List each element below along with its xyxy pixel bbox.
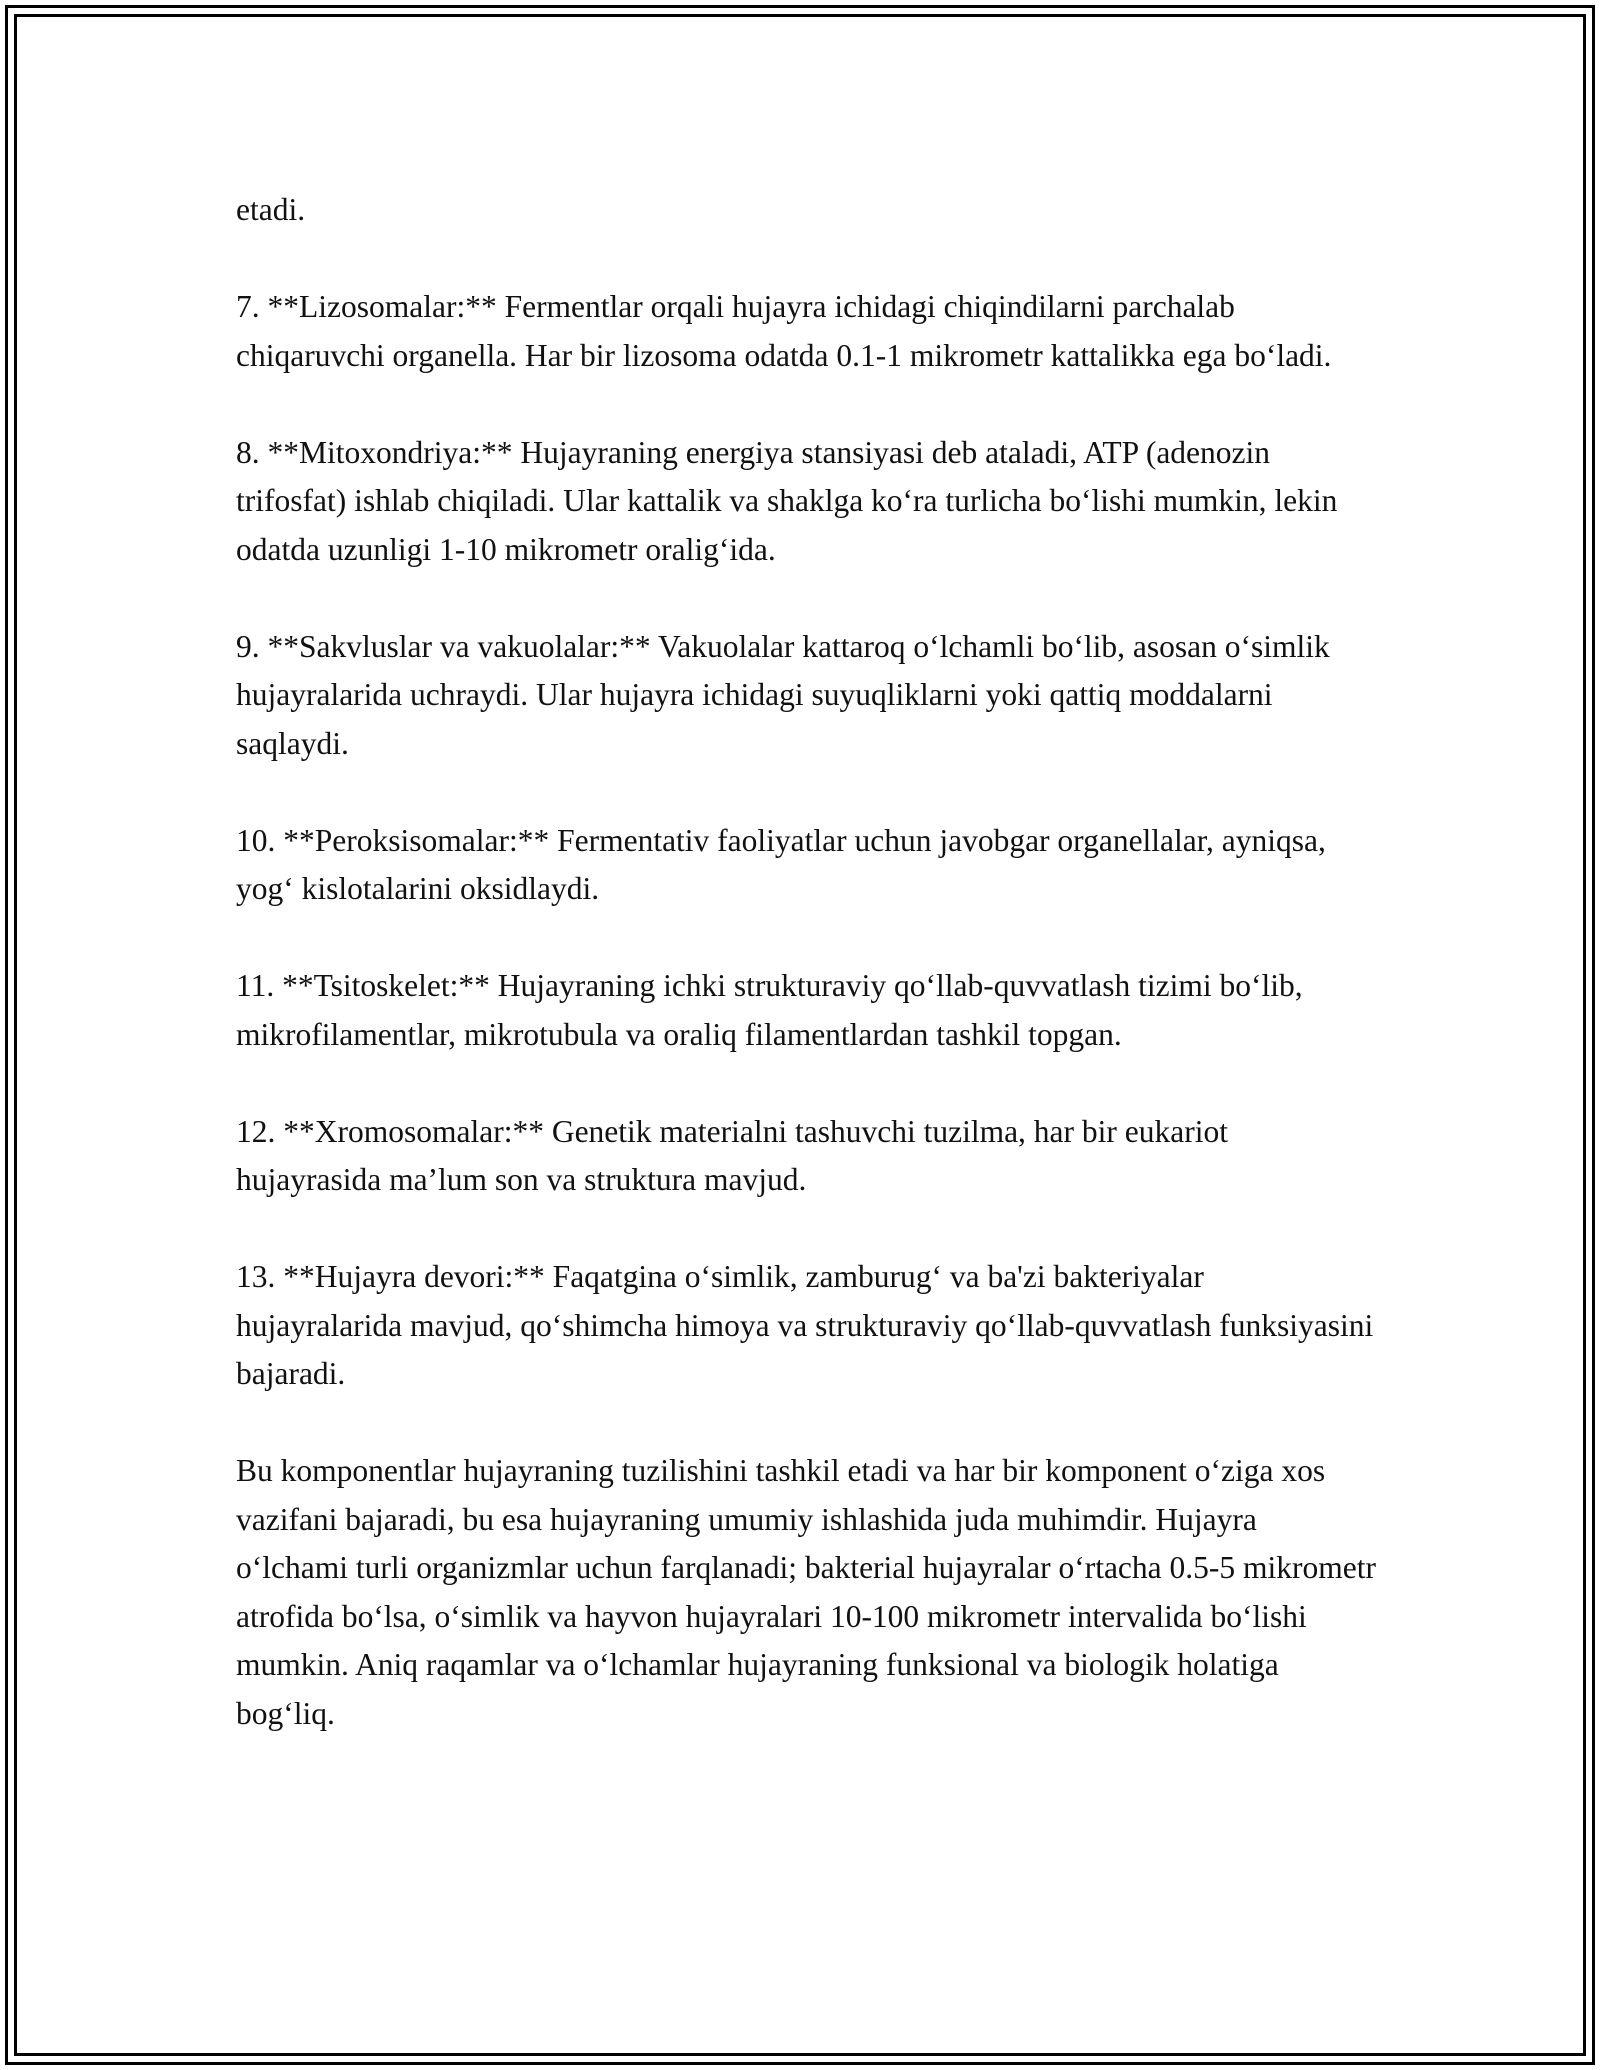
document-body (236, 186, 1376, 1787)
paragraph-mitoxondriya: 8. **Mitoxondriya:** Hujayraning energiya stansiyasi deb ataladi, ATP (adenozin trifosfat) ishlab chiqiladi. Ular kattalik va shaklga ko‘ra turlicha bo‘lishi mumkin, lekin odatda uzunligi 1-10 mikrometr oralig‘ida. (236, 434, 1338, 567)
paragraph-lizosomalar: 7. **Lizosomalar:** Fermentlar orqali hujayra ichidagi chiqindilarni parchalab chiqaruvchi organella. Har bir lizosoma odatda 0.1-1 mikrometr kattalikka ega bo‘ladi. (236, 289, 1332, 373)
paragraph-hujayra-devori: 13. **Hujayra devori:** Faqatgina o‘simlik, zamburug‘ va ba'zi bakteriyalar hujayralarida mavjud, qo‘shimcha himoya va strukturaviy qo‘llab-quvvatlash funksiyasini bajaradi. (236, 1259, 1374, 1391)
paragraph-xromosomalar: 12. **Xromosomalar:** Genetik materialni tashuvchi tuzilma, har bir eukariot hujayrasida ma’lum son va struktura mavjud. (236, 1113, 1228, 1197)
paragraph-continuation: etadi. (236, 192, 306, 227)
paragraph-tsitoskelet: 11. **Tsitoskelet:** Hujayraning ichki strukturaviy qo‘llab-quvvatlash tizimi bo‘lib, mikrofilamentlar, mikrotubula va oraliq filamentlardan tashkil topgan. (236, 968, 1303, 1052)
paragraph-peroksisomalar: 10. **Peroksisomalar:** Fermentativ faoliyatlar uchun javobgar organellalar, ayniqsa, yog‘ kislotalarini oksidlaydi. (236, 822, 1326, 906)
paragraph-summary: Bu komponentlar hujayraning tuzilishini tashkil etadi va har bir komponent o‘ziga xos vazifani bajaradi, bu esa hujayraning umumiy ishlashida juda muhimdir. Hujayra o‘lchami turli organizmlar uchun farqlanadi; bakterial hujayralar o‘rtacha 0.5-5 mikrometr atrofida bo‘lsa, o‘simlik va hayvon hujayralari 10-100 mikrometr intervalida bo‘lishi mumkin. Aniq raqamlar va o‘lchamlar hujayraning funksional va biologik holatiga bog‘liq. (236, 1453, 1376, 1731)
paragraph-vakuolalar: 9. **Sakvluslar va vakuolalar:** Vakuolalar kattaroq o‘lchamli bo‘lib, asosan o‘simlik hujayralarida uchraydi. Ular hujayra ichidagi suyuqliklarni yoki qattiq moddalarni saqlaydi. (236, 628, 1330, 761)
